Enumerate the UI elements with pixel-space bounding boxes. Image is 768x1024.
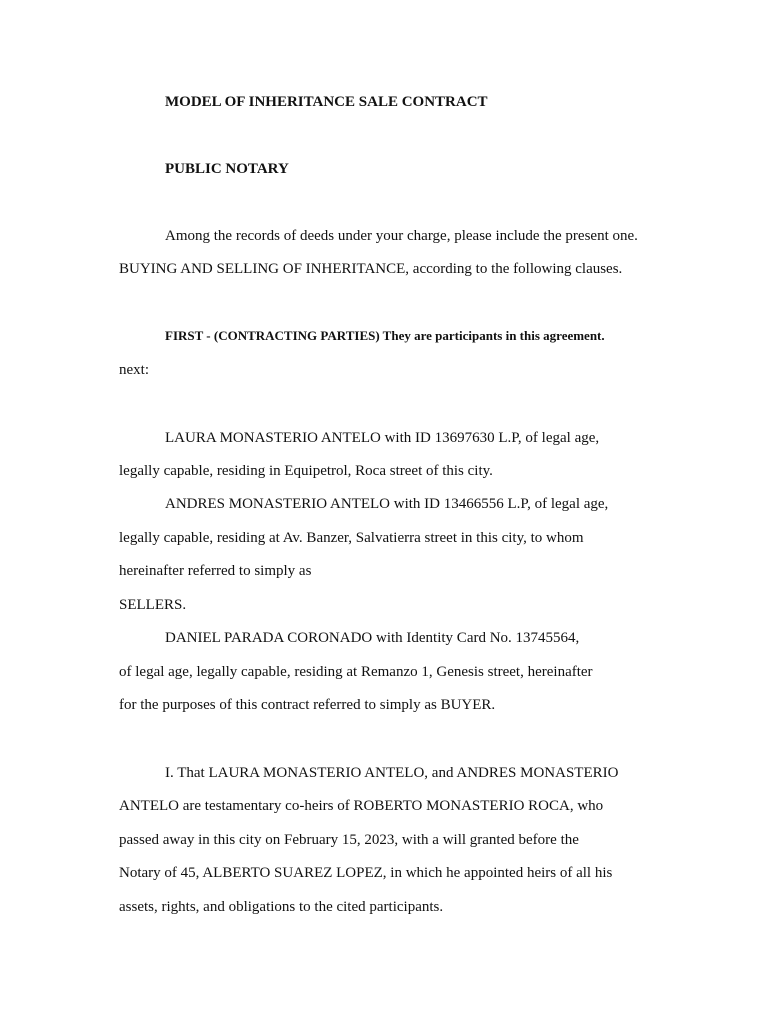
document-title: MODEL OF INHERITANCE SALE CONTRACT (165, 94, 488, 110)
intro-line-2: BUYING AND SELLING OF INHERITANCE, according to the following clauses. (119, 261, 623, 277)
party-line-7: DANIEL PARADA CORONADO with Identity Card No. 13745564, (165, 630, 580, 646)
clause-one-line-5: assets, rights, and obligations to the cited participants. (119, 899, 444, 915)
clause-one-line-1: I. That LAURA MONASTERIO ANTELO, and ANDRES MONASTERIO (165, 765, 619, 781)
clause-one-line-4: Notary of 45, ALBERTO SUAREZ LOPEZ, in which he appointed heirs of all his (119, 865, 613, 881)
party-line-3: ANDRES MONASTERIO ANTELO with ID 13466556 L.P, of legal age, (165, 496, 609, 512)
document-subtitle: PUBLIC NOTARY (165, 161, 289, 177)
party-line-4: legally capable, residing at Av. Banzer, Salvatierra street in this city, to whom (119, 530, 584, 546)
first-clause-continuation: next: (119, 362, 149, 378)
intro-line-1: Among the records of deeds under your charge, please include the present one. (165, 228, 638, 244)
first-clause-heading: FIRST - (CONTRACTING PARTIES) They are participants in this agreement. (165, 328, 605, 343)
party-line-5: hereinafter referred to simply as (119, 563, 312, 579)
party-line-9: for the purposes of this contract referred to simply as BUYER. (119, 697, 496, 713)
party-line-6: SELLERS. (119, 597, 187, 613)
clause-one-line-2: ANTELO are testamentary co-heirs of ROBERTO MONASTERIO ROCA, who (119, 798, 604, 814)
clause-one-line-3: passed away in this city on February 15, 2023, with a will granted before the (119, 832, 579, 848)
party-line-2: legally capable, residing in Equipetrol, Roca street of this city. (119, 463, 493, 479)
party-line-8: of legal age, legally capable, residing at Remanzo 1, Genesis street, hereinafter (119, 664, 593, 680)
party-line-1: LAURA MONASTERIO ANTELO with ID 13697630 L.P, of legal age, (165, 430, 600, 446)
